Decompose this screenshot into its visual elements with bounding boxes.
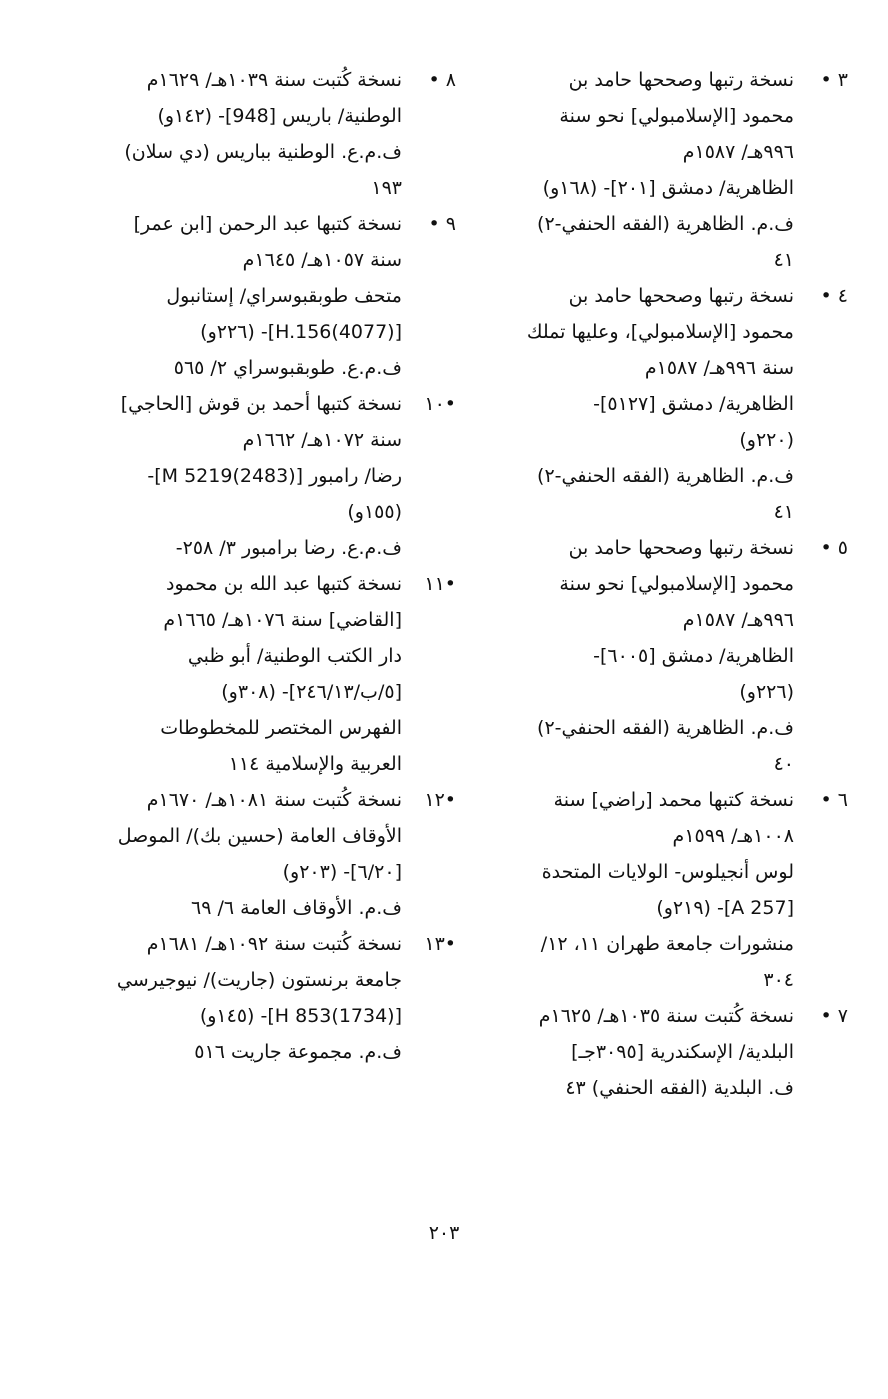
entry-line: [٥/ب/٢٤٦/١٣]- (٣٠٨و) <box>221 681 402 703</box>
entry-line: نسخة كتبها عبد الرحمن [ابن عمر] <box>133 213 402 235</box>
manuscript-entry <box>111 782 456 926</box>
manuscript-entry <box>111 566 456 782</box>
entry-line: ٩٩٦هـ/ ١٥٨٧م <box>682 141 794 163</box>
entry-number: ٦ • <box>820 789 848 811</box>
entry-line: ف.م. الأوقاف العامة ٦/ ٦٩ <box>191 897 402 919</box>
entry-line: الظاهرية/ دمشق [٦٠٠٥]- <box>593 645 794 667</box>
entry-line: ف.م.ع. طوبقبوسراي ٢/ ٥٦٥ <box>173 357 402 379</box>
entry-line: منشورات جامعة طهران ١١، ١٢/ <box>540 933 794 955</box>
entry-line: الأوقاف العامة (حسين بك)/ الموصل <box>117 825 402 847</box>
entry-line: ف.م. الظاهرية (الفقه الحنفي-٢) <box>537 213 794 235</box>
entry-line: نسخة كتبها عبد الله بن محمود <box>166 573 402 595</box>
manuscript-entry <box>493 782 848 998</box>
entry-line: ف.م. الظاهرية (الفقه الحنفي-٢) <box>537 717 794 739</box>
entry-line: [٦/٢٠]- (٢٠٣و) <box>282 861 402 883</box>
entry-line: ف. البلدية (الفقه الحنفي) ٤٣ <box>565 1077 794 1099</box>
page-number: ٢٠٣ <box>428 1222 460 1244</box>
entry-line: الوطنية/ باريس [948]- (١٤٢و) <box>157 105 402 127</box>
manuscript-entry <box>493 998 848 1106</box>
entry-line: لوس أنجيلوس- الولايات المتحدة <box>541 861 794 883</box>
entry-number: ٣ • <box>820 69 848 91</box>
entry-number: ٥ • <box>820 537 848 559</box>
entry-line: سنة ١٠٧٢هـ/ ١٦٦٢م <box>242 429 402 451</box>
entry-line: نسخة رتبها وصححها حامد بن <box>568 69 794 91</box>
entry-line: الفهرس المختصر للمخطوطات <box>160 717 402 739</box>
right-column <box>493 62 848 1106</box>
entry-line: نسخة كُتبت سنة ١٠٣٩هـ/ ١٦٢٩م <box>146 69 402 91</box>
entry-line: نسخة كتبها محمد [راضي] سنة <box>553 789 794 811</box>
entry-line: ٤٠ <box>773 753 794 775</box>
entry-number: •١٢ <box>424 789 456 811</box>
entry-line: جامعة برنستون (جاريت)/ نيوجيرسي <box>116 969 402 991</box>
entry-line: ١٩٣ <box>371 177 402 199</box>
entry-number: •١٠ <box>424 393 456 415</box>
entry-line: [(4077)H.156]- (٢٢٦و) <box>200 321 402 343</box>
entry-line: ف.م.ع. الوطنية بباريس (دي سلان) <box>124 141 402 163</box>
entry-line: ٤١ <box>773 249 794 271</box>
left-column <box>111 62 456 1070</box>
manuscript-entry <box>493 278 848 530</box>
entry-line: الظاهرية/ دمشق [٢٠١]- (١٦٨و) <box>542 177 794 199</box>
entry-line: العربية والإسلامية ١١٤ <box>228 753 402 775</box>
entry-line: ٤١ <box>773 501 794 523</box>
entry-line: ف.م. مجموعة جاريت ٥١٦ <box>194 1041 402 1063</box>
manuscript-entry <box>111 62 456 206</box>
entry-line: دار الكتب الوطنية/ أبو ظبي <box>187 645 402 667</box>
manuscript-entry <box>111 206 456 386</box>
entry-line: البلدية/ الإسكندرية [٣٠٩٥جـ] <box>571 1041 794 1063</box>
entry-line: [القاضي] سنة ١٠٧٦هـ/ ١٦٦٥م <box>163 609 402 631</box>
entry-line: رضا/ رامبور [(2483)5219 M]- <box>147 465 402 487</box>
entry-line: [(1734)853 H]- (١٤٥و) <box>199 1005 402 1027</box>
entry-number: ٧ • <box>820 1005 848 1027</box>
manuscript-entry <box>111 926 456 1070</box>
entry-line: ١٠٠٨هـ/ ١٥٩٩م <box>672 825 794 847</box>
entry-line: نسخة كُتبت سنة ١٠٣٥هـ/ ١٦٢٥م <box>538 1005 794 1027</box>
entry-line: محمود [الإسلامبولي] نحو سنة <box>559 105 794 127</box>
entry-line: ف.م.ع. رضا برامبور ٣/ ٢٥٨- <box>175 537 402 559</box>
entry-line: نسخة كُتبت سنة ١٠٨١هـ/ ١٦٧٠م <box>146 789 402 811</box>
entry-line: نسخة رتبها وصححها حامد بن <box>568 285 794 307</box>
entry-number: ٤ • <box>820 285 848 307</box>
entry-line: ٩٩٦هـ/ ١٥٨٧م <box>682 609 794 631</box>
entry-line: (٢٢٦و) <box>739 681 794 703</box>
entry-line: نسخة كتبها أحمد بن قوش [الحاجي] <box>120 393 402 415</box>
entry-line: سنة ٩٩٦هـ/ ١٥٨٧م <box>644 357 794 379</box>
entry-number: •١١ <box>424 573 456 595</box>
entry-line: محمود [الإسلامبولي] نحو سنة <box>559 573 794 595</box>
entry-line: متحف طوبقبوسراي/ إستانبول <box>166 285 402 307</box>
entry-line: (١٥٥و) <box>347 501 402 523</box>
manuscript-entry <box>111 386 456 566</box>
entry-line: (٢٢٠و) <box>739 429 794 451</box>
entry-line: نسخة رتبها وصححها حامد بن <box>568 537 794 559</box>
entry-number: ٨ • <box>428 69 456 91</box>
manuscript-entry <box>493 530 848 782</box>
entry-line: ٣٠٤ <box>763 969 794 991</box>
entry-number: ٩ • <box>428 213 456 235</box>
entry-line: محمود [الإسلامبولي]، وعليها تملك <box>526 321 794 343</box>
entry-line: [A 257]- (٢١٩و) <box>656 897 794 919</box>
entry-line: ف.م. الظاهرية (الفقه الحنفي-٢) <box>537 465 794 487</box>
manuscript-entry <box>493 62 848 278</box>
entry-line: الظاهرية/ دمشق [٥١٢٧]- <box>593 393 794 415</box>
entry-line: سنة ١٠٥٧هـ/ ١٦٤٥م <box>242 249 402 271</box>
entry-line: نسخة كُتبت سنة ١٠٩٢هـ/ ١٦٨١م <box>146 933 402 955</box>
entry-number: •١٣ <box>424 933 456 955</box>
